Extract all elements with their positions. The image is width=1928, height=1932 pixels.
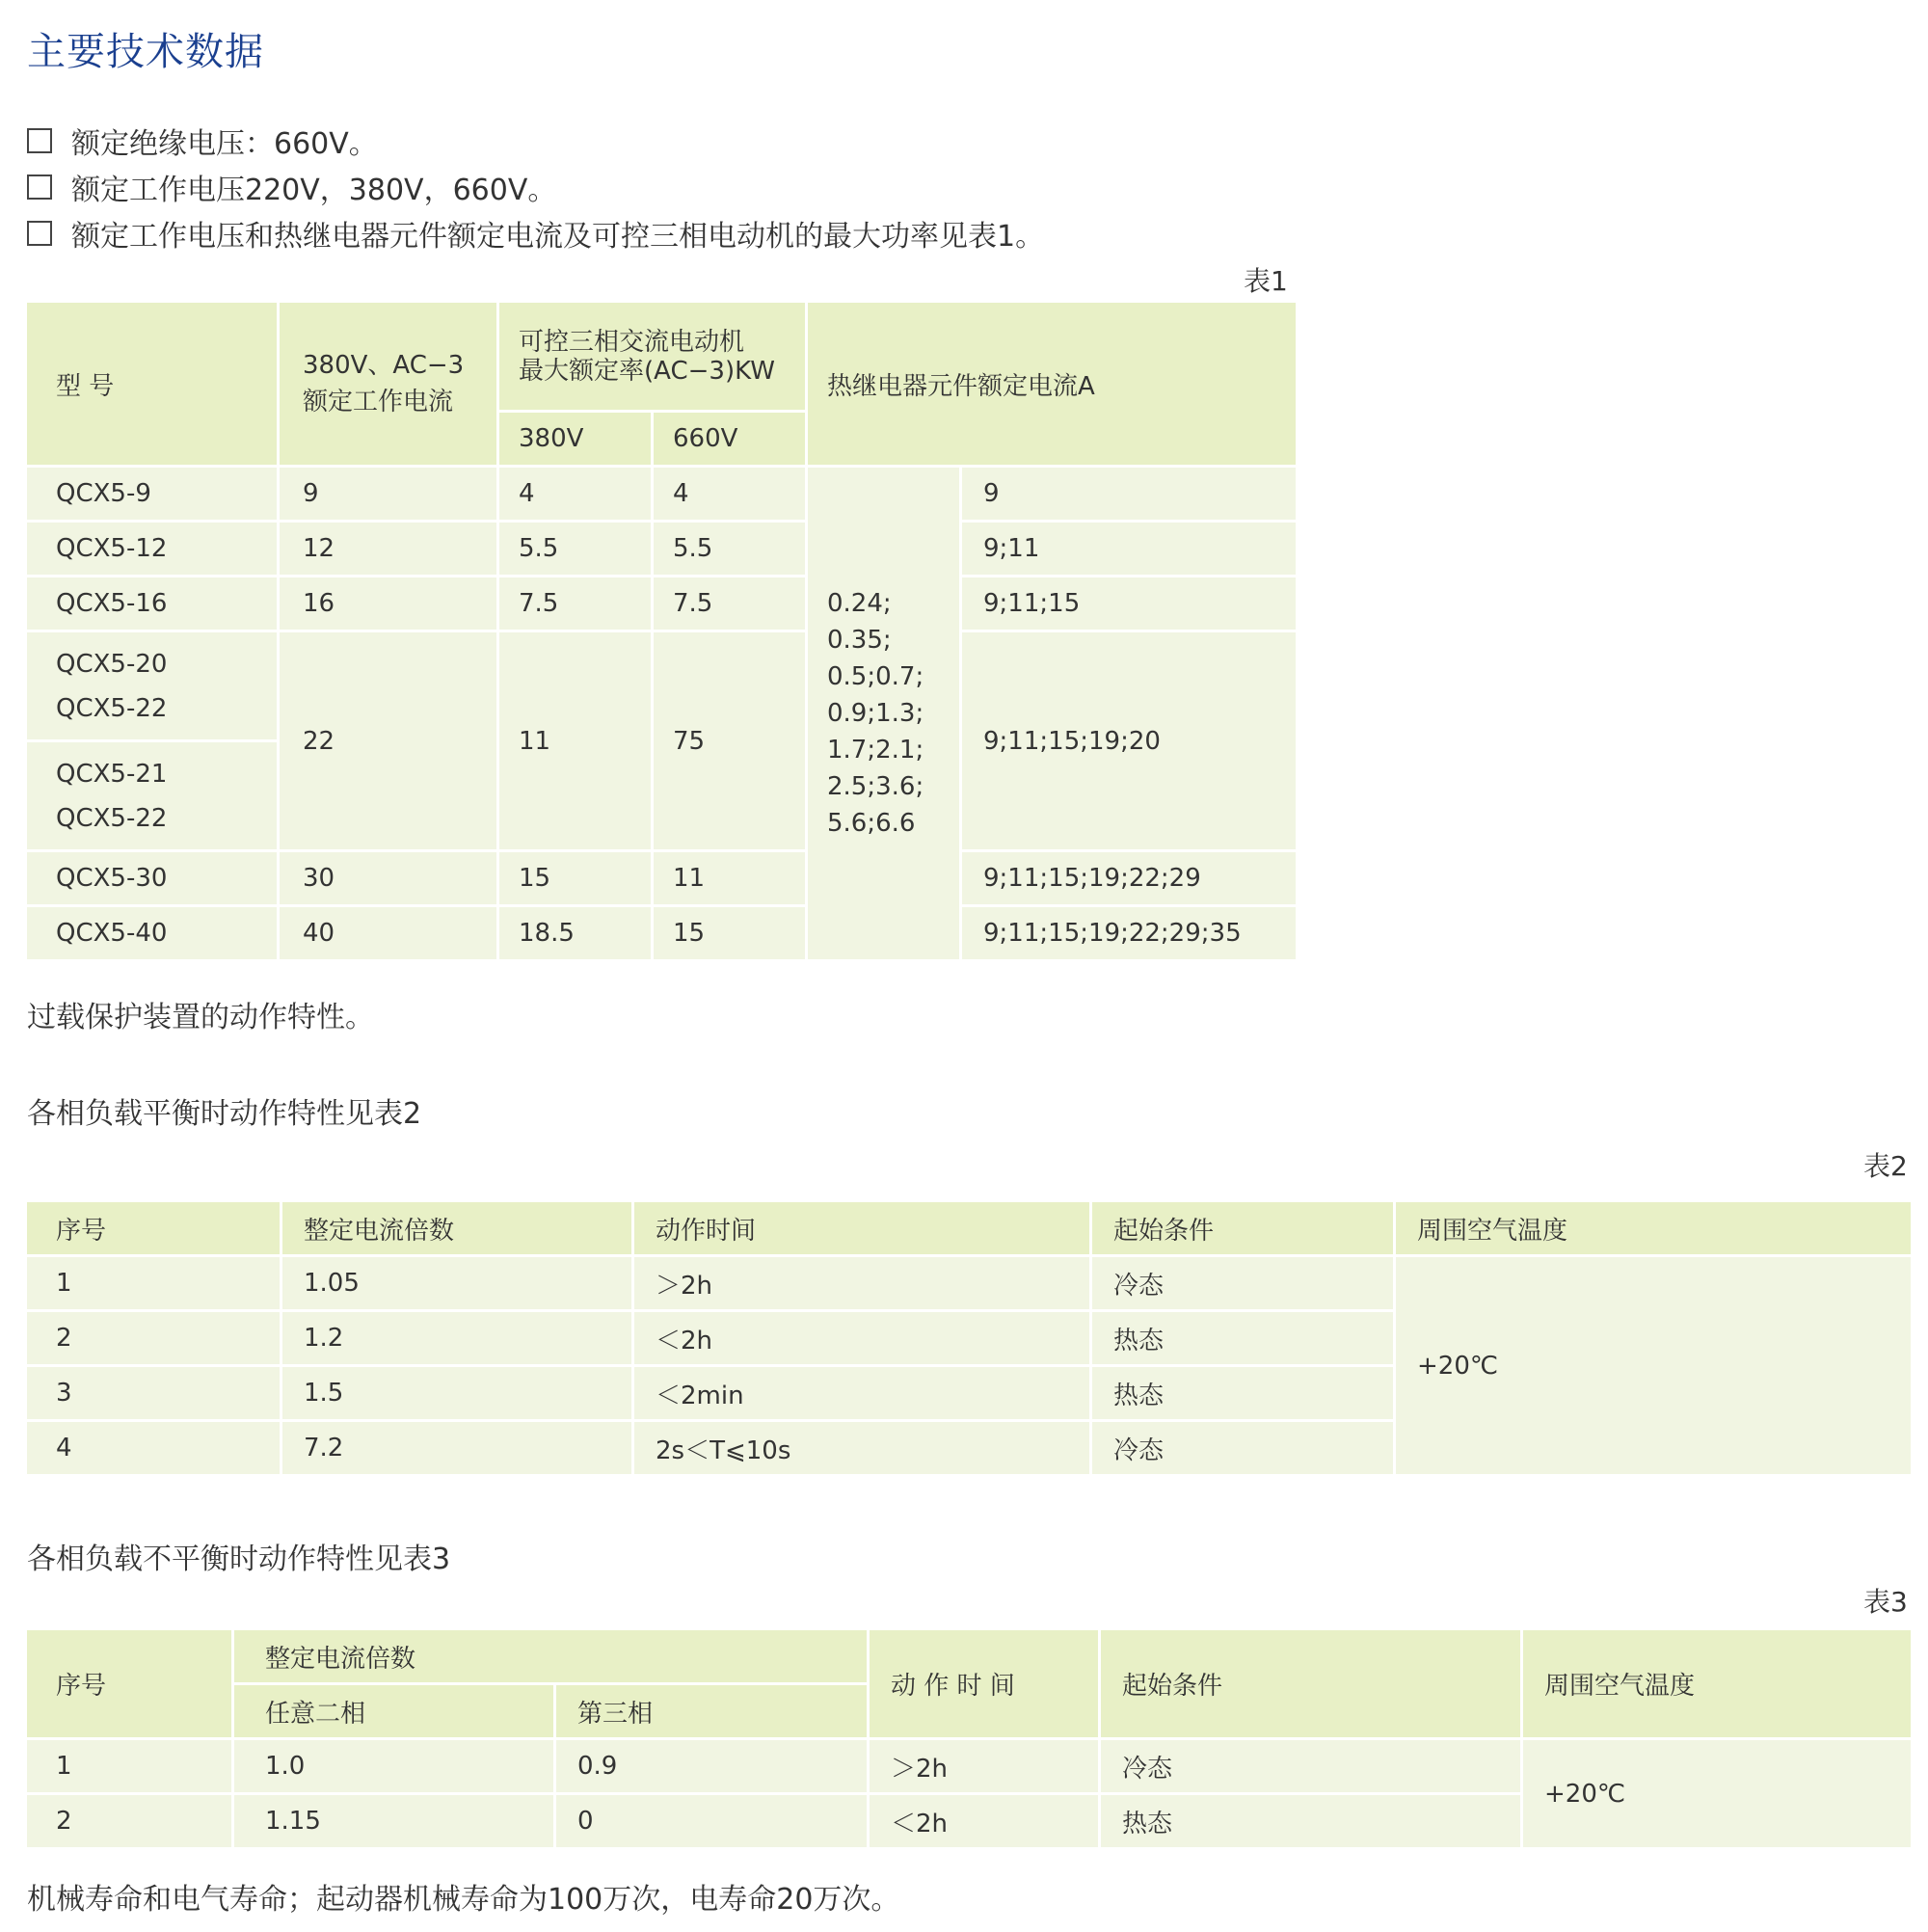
cell-model-line: QCX5-22 [56, 803, 168, 833]
cell-model [26, 631, 279, 741]
header-temperature: 周围空气温度 [1395, 1201, 1913, 1256]
cell-relay: 9;11 [961, 522, 1298, 577]
cell-temperature: +20℃ [1395, 1256, 1913, 1476]
cell-third-phase: 0.9 [555, 1739, 869, 1794]
cell-p660: 5.5 [653, 522, 807, 577]
cell-current: 22 [279, 631, 498, 851]
header-condition: 起始条件 [1091, 1201, 1395, 1256]
table1 [24, 300, 1299, 962]
cell-relay: 9;11;15 [961, 577, 1298, 631]
table1-caption: 表1 [1244, 265, 1288, 297]
cell-element-current [807, 467, 961, 961]
element-current-line: 1.7;2.1; [827, 736, 924, 765]
header-380v: 380V [498, 412, 653, 467]
bullet-text: 额定工作电压220V，380V，660V。 [71, 174, 557, 207]
cell-time: ＜2min [633, 1366, 1091, 1421]
cell-multiple: 1.05 [281, 1256, 633, 1311]
header-temperature: 周围空气温度 [1522, 1629, 1913, 1739]
cell-model-line: QCX5-21 [56, 759, 168, 789]
cell-current: 40 [279, 906, 498, 961]
cell-model-line: QCX5-22 [56, 693, 168, 723]
cell-p380: 4 [498, 467, 653, 522]
unbalanced-text: 各相负载不平衡时动作特性见表3 [27, 1543, 451, 1576]
bullet-item [27, 164, 1044, 210]
table-row [26, 522, 1298, 577]
header-multiple: 整定电流倍数 [233, 1629, 869, 1684]
header-any-two-phases: 任意二相 [233, 1684, 555, 1739]
table-row [26, 631, 1298, 741]
cell-no: 4 [26, 1421, 281, 1476]
header-motor-power [498, 302, 807, 412]
cell-p660: 7.5 [653, 577, 807, 631]
cell-p380: 5.5 [498, 522, 653, 577]
checkbox-square-icon [27, 128, 52, 153]
header-relay-current: 热继电器元件额定电流A [807, 302, 1298, 467]
cell-model [26, 741, 279, 851]
cell-time: 2s＜T⩽10s [633, 1421, 1091, 1476]
bullet-item [27, 118, 1044, 164]
element-current-line: 5.6;6.6 [827, 809, 916, 838]
cell-p660: 75 [653, 631, 807, 851]
table2 [24, 1199, 1914, 1477]
bullet-text: 额定工作电压和热继电器元件额定电流及可控三相电动机的最大功率见表1。 [71, 220, 1045, 254]
cell-condition: 冷态 [1100, 1739, 1522, 1794]
life-text: 机械寿命和电气寿命；起动器机械寿命为100万次，电寿命20万次。 [27, 1883, 900, 1917]
cell-no: 1 [26, 1739, 233, 1794]
element-current-line: 0.35; [827, 626, 892, 655]
cell-temperature: +20℃ [1522, 1739, 1913, 1849]
cell-model-line: QCX5-20 [56, 649, 168, 679]
header-multiple: 整定电流倍数 [281, 1201, 633, 1256]
cell-condition: 热态 [1100, 1794, 1522, 1849]
cell-relay: 9;11;15;19;20 [961, 631, 1298, 851]
header-model: 型 号 [26, 302, 279, 467]
header-condition: 起始条件 [1100, 1629, 1522, 1739]
cell-relay: 9;11;15;19;22;29;35 [961, 906, 1298, 961]
header-no: 序号 [26, 1629, 233, 1739]
table-row [26, 1256, 1913, 1311]
cell-multiple: 7.2 [281, 1421, 633, 1476]
cell-multiple: 1.5 [281, 1366, 633, 1421]
cell-relay: 9 [961, 467, 1298, 522]
cell-current: 30 [279, 851, 498, 906]
header-no: 序号 [26, 1201, 281, 1256]
table-row [26, 906, 1298, 961]
cell-time: ＜2h [869, 1794, 1100, 1849]
cell-current: 16 [279, 577, 498, 631]
cell-no: 2 [26, 1311, 281, 1366]
cell-time: ＞2h [869, 1739, 1100, 1794]
header-rated-current [279, 302, 498, 467]
cell-p660: 4 [653, 467, 807, 522]
bullet-item [27, 210, 1044, 256]
overload-text: 过载保护装置的动作特性。 [27, 1001, 374, 1034]
cell-current: 12 [279, 522, 498, 577]
element-current-line: 0.24; [827, 589, 892, 618]
bullet-list [27, 118, 1044, 256]
cell-model: QCX5-9 [26, 467, 279, 522]
checkbox-square-icon [27, 174, 52, 200]
cell-p660: 15 [653, 906, 807, 961]
cell-two-phases: 1.15 [233, 1794, 555, 1849]
header-660v: 660V [653, 412, 807, 467]
table-row [26, 577, 1298, 631]
cell-p660: 11 [653, 851, 807, 906]
element-current-line: 0.5;0.7; [827, 662, 924, 691]
header-time: 动 作 时 间 [869, 1629, 1100, 1739]
element-current-line: 0.9;1.3; [827, 699, 924, 728]
cell-condition: 冷态 [1091, 1256, 1395, 1311]
table3-caption: 表3 [1863, 1586, 1908, 1618]
cell-condition: 冷态 [1091, 1421, 1395, 1476]
cell-p380: 7.5 [498, 577, 653, 631]
header-third-phase: 第三相 [555, 1684, 869, 1739]
cell-two-phases: 1.0 [233, 1739, 555, 1794]
cell-model: QCX5-12 [26, 522, 279, 577]
cell-p380: 15 [498, 851, 653, 906]
cell-p380: 18.5 [498, 906, 653, 961]
table-row [26, 851, 1298, 906]
page-title: 主要技术数据 [27, 30, 264, 74]
balanced-text: 各相负载平衡时动作特性见表2 [27, 1097, 422, 1131]
table3 [24, 1627, 1914, 1850]
cell-no: 2 [26, 1794, 233, 1849]
table2-caption: 表2 [1863, 1150, 1908, 1182]
cell-multiple: 1.2 [281, 1311, 633, 1366]
cell-current: 9 [279, 467, 498, 522]
checkbox-square-icon [27, 221, 52, 246]
cell-third-phase: 0 [555, 1794, 869, 1849]
header-rated-current-line1: 380V、AC−3 [303, 351, 465, 380]
cell-model: QCX5-16 [26, 577, 279, 631]
header-time: 动作时间 [633, 1201, 1091, 1256]
header-rated-current-line2: 额定工作电流 [303, 388, 454, 416]
bullet-text: 额定绝缘电压：660V。 [71, 127, 378, 161]
cell-relay: 9;11;15;19;22;29 [961, 851, 1298, 906]
table-row [26, 1739, 1913, 1794]
cell-condition: 热态 [1091, 1311, 1395, 1366]
element-current-line: 2.5;3.6; [827, 772, 924, 801]
cell-no: 1 [26, 1256, 281, 1311]
cell-condition: 热态 [1091, 1366, 1395, 1421]
table-row [26, 467, 1298, 522]
cell-time: ＜2h [633, 1311, 1091, 1366]
header-motor-power-line2: 最大额定率(AC−3)KW [519, 356, 775, 386]
cell-model: QCX5-30 [26, 851, 279, 906]
cell-time: ＞2h [633, 1256, 1091, 1311]
cell-no: 3 [26, 1366, 281, 1421]
header-motor-power-line1: 可控三相交流电动机 [519, 327, 745, 357]
cell-model: QCX5-40 [26, 906, 279, 961]
cell-p380: 11 [498, 631, 653, 851]
